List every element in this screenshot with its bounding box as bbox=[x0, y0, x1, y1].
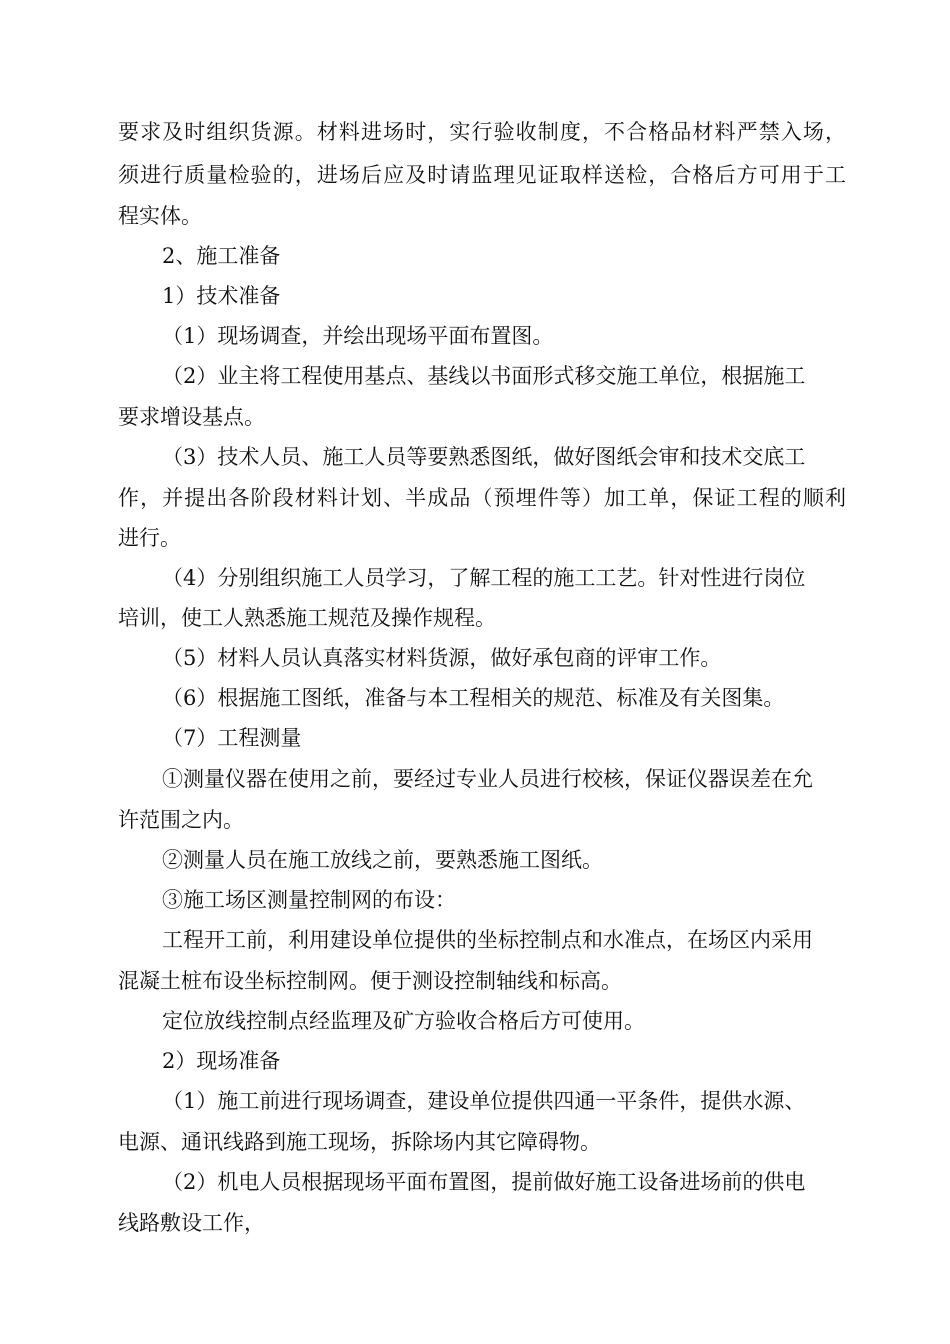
text-line: 线路敷设工作， bbox=[118, 1211, 265, 1235]
list-item: （4）分别组织施工人员学习，了解工程的施工工艺。针对性进行岗位 bbox=[162, 566, 806, 590]
text-line: 须进行质量检验的，进场后应及时请监理见证取样送检，合格后方可用于工 bbox=[118, 163, 846, 187]
paragraph-line: 定位放线控制点经监理及矿方验收合格后方可使用。 bbox=[162, 1009, 645, 1033]
list-item: ③施工场区测量控制网的布设： bbox=[162, 888, 456, 912]
list-item: （1）施工前进行现场调查，建设单位提供四通一平条件，提供水源、 bbox=[162, 1089, 806, 1113]
text-line: 要求及时组织货源。材料进场时，实行验收制度，不合格品材料严禁入场， bbox=[118, 120, 846, 144]
list-item: （7）工程测量 bbox=[162, 726, 302, 750]
list-item: ②测量人员在施工放线之前，要熟悉施工图纸。 bbox=[162, 848, 603, 872]
text-line: 电源、通讯线路到施工现场，拆除场内其它障碍物。 bbox=[118, 1130, 601, 1154]
paragraph-line: 工程开工前，利用建设单位提供的坐标控制点和水准点，在场区内采用 bbox=[162, 928, 813, 952]
section-heading: 2、施工准备 bbox=[162, 244, 281, 268]
list-item: （3）技术人员、施工人员等要熟悉图纸，做好图纸会审和技术交底工 bbox=[162, 445, 806, 469]
list-item: （1）现场调查，并绘出现场平面布置图。 bbox=[162, 324, 554, 348]
subsection-heading: 2）现场准备 bbox=[162, 1049, 281, 1073]
text-line: 进行。 bbox=[118, 526, 181, 550]
text-line: 程实体。 bbox=[118, 204, 202, 228]
list-item: （2）业主将工程使用基点、基线以书面形式移交施工单位，根据施工 bbox=[162, 364, 806, 388]
list-item: （5）材料人员认真落实材料货源，做好承包商的评审工作。 bbox=[162, 646, 722, 670]
text-line: 作，并提出各阶段材料计划、半成品（预埋件等）加工单，保证工程的顺利 bbox=[118, 486, 846, 510]
text-line: 要求增设基点。 bbox=[118, 405, 265, 429]
subsection-heading: 1）技术准备 bbox=[162, 284, 281, 308]
text-line: 培训，使工人熟悉施工规范及操作规程。 bbox=[118, 606, 496, 630]
list-item: （2）机电人员根据现场平面布置图，提前做好施工设备进场前的供电 bbox=[162, 1170, 806, 1194]
text-line: 许范围之内。 bbox=[118, 808, 244, 832]
text-line: 混凝土桩布设坐标控制网。便于测设控制轴线和标高。 bbox=[118, 969, 622, 993]
list-item: （6）根据施工图纸，准备与本工程相关的规范、标准及有关图集。 bbox=[162, 686, 785, 710]
list-item: ①测量仪器在使用之前，要经过专业人员进行校核，保证仪器误差在允 bbox=[162, 767, 813, 791]
